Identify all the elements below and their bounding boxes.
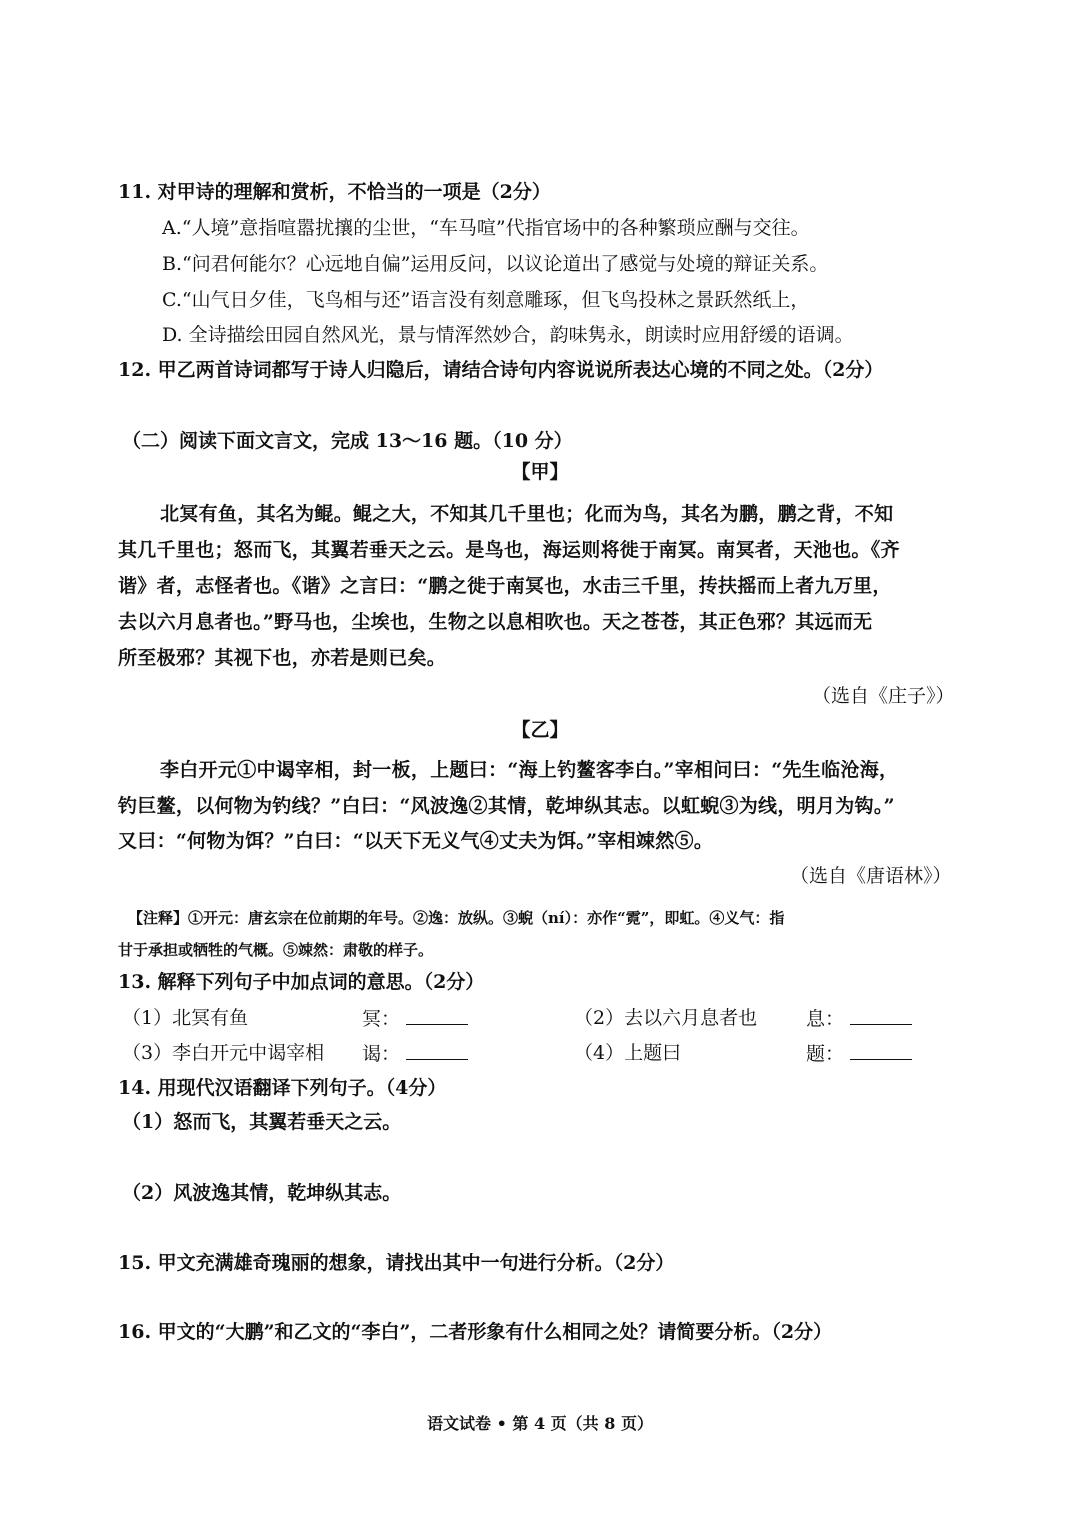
answer-blank[interactable] [406,1006,468,1025]
q13-item-3-word: 谒： [362,1043,401,1065]
q16-stem: 16. 甲文的“大鹏”和乙文的“李白”，二者形象有什么相同之处？请简要分析。（2分） [118,1321,833,1343]
jia-line-5: 所至极邪？其视下也，亦若是则已矣。 [118,647,447,669]
q13-item-1-sentence: （1）北冥有鱼 [122,1007,249,1029]
answer-blank[interactable] [850,1006,912,1025]
q13-item-1-answer [362,1006,468,1031]
q13-item-2-word: 息： [806,1008,845,1030]
answer-blank[interactable] [850,1041,912,1060]
jia-line-1: 北冥有鱼，其名为鲲。鲲之大，不知其几千里也；化而为鸟，其名为鹏，鹏之背，不知 [160,503,894,525]
yi-line-1: 李白开元①中谒宰相，封一板，上题曰：“海上钓鳌客李白。”宰相问曰：“先生临沧海， [160,759,899,781]
jia-title: 【甲】 [511,461,569,483]
q13-item-2-answer [806,1006,912,1031]
section2-heading: （二）阅读下面文言文，完成 13～16 题。（10 分） [122,430,573,452]
q13-item-1-word: 冥： [362,1008,401,1030]
note-line-1: 【注释】①开元：唐玄宗在位前期的年号。②逸：放纵。③蜺（ní）：亦作“霓”，即虹。④义气：指 [128,909,785,927]
q13-item-4-sentence: （4）上题曰 [574,1042,682,1064]
q14-sentence-2: （2）风波逸其情，乾坤纵其志。 [122,1182,402,1204]
q15-stem: 15. 甲文充满雄奇瑰丽的想象，请找出其中一句进行分析。（2分） [118,1252,675,1274]
yi-line-3: 又曰：“何物为饵？”白曰：“以天下无义气④丈夫为饵。”宰相竦然⑤。 [118,830,714,852]
q11-option-c: C.“山气日夕佳，飞鸟相与还”语言没有刻意雕琢，但飞鸟投林之景跃然纸上， [162,289,810,311]
q14-sentence-1: （1）怒而飞，其翼若垂天之云。 [122,1111,402,1133]
q11-option-b: B.“问君何能尔？心远地自偏”运用反问，以议论道出了感觉与处境的辩证关系。 [162,253,829,275]
q12-stem: 12. 甲乙两首诗词都写于诗人归隐后，请结合诗句内容说说所表达心境的不同之处。（2分） [118,359,884,381]
page-footer: 语文试卷 • 第 4 页（共 8 页） [427,1414,653,1433]
q13-item-2-sentence: （2）去以六月息者也 [574,1007,758,1029]
q13-item-4-answer [806,1041,912,1066]
q11-stem: 11. 对甲诗的理解和赏析，不恰当的一项是（2分） [118,181,551,203]
q13-item-3-answer [362,1041,468,1066]
jia-line-3: 谐》者，志怪者也。《谐》之言曰：“鹏之徙于南冥也，水击三千里，抟扶摇而上者九万里， [118,575,892,597]
jia-line-4: 去以六月息者也。”野马也，尘埃也，生物之以息相吹也。天之苍苍，其正色邪？其远而无 [118,611,873,633]
q11-option-d: D. 全诗描绘田园自然风光，景与情浑然妙合，韵味隽永，朗读时应用舒缓的语调。 [162,324,854,346]
jia-line-2: 其几千里也；怒而飞，其翼若垂天之云。是鸟也，海运则将徙于南冥。南冥者，天池也。《齐 [118,539,900,561]
q13-item-3-sentence: （3）李白开元中谒宰相 [122,1042,325,1064]
q11-option-a: A.“人境”意指喧嚣扰攘的尘世，“车马喧”代指官场中的各种繁琐应酬与交往。 [162,217,810,239]
note-line-2: 甘于承担或牺牲的气概。⑤竦然：肃敬的样子。 [118,941,434,959]
jia-source: （选自《庄子》） [812,685,955,707]
answer-blank[interactable] [406,1041,468,1060]
yi-source: （选自《唐语林》） [790,865,952,887]
yi-line-2: 钓巨鳌，以何物为钓线？”白曰：“风波逸②其情，乾坤纵其志。以虹蜺③为线，明月为钩。” [118,795,895,817]
q13-stem: 13. 解释下列句子中加点词的意思。（2分） [118,971,485,993]
q13-item-4-word: 题： [806,1043,845,1065]
yi-title: 【乙】 [511,719,569,741]
q14-stem: 14. 用现代汉语翻译下列句子。（4分） [118,1077,447,1099]
